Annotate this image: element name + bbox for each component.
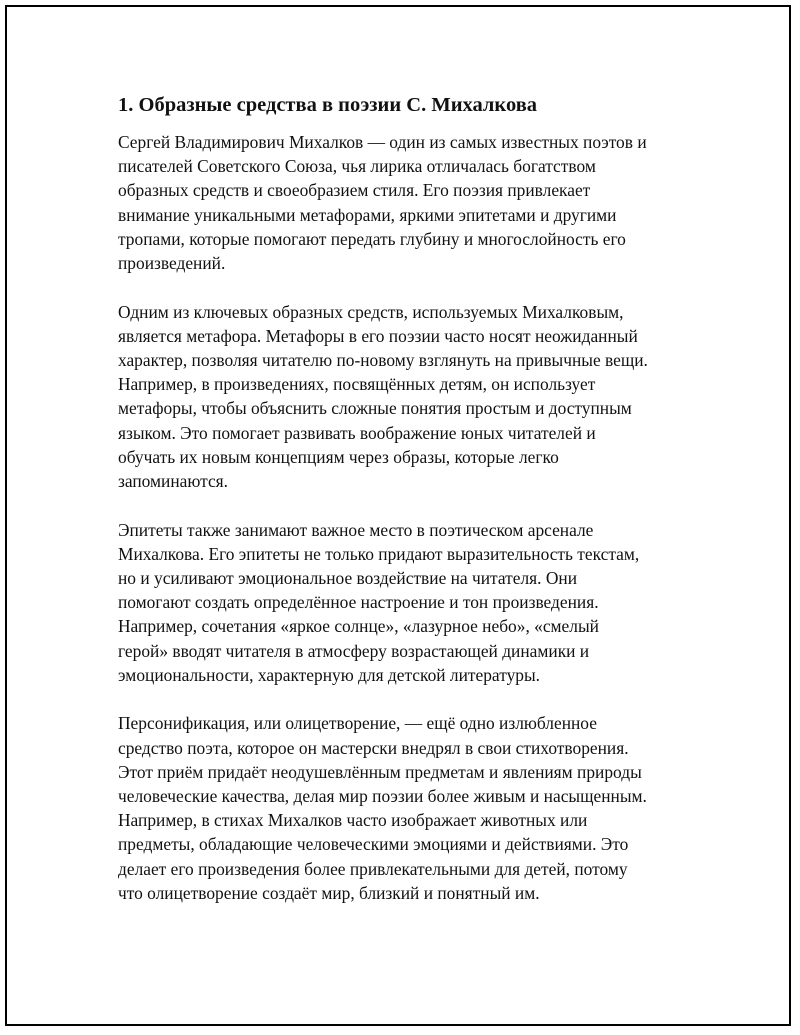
text-line: делает его произведения более привлекательными для детей, потому (118, 858, 628, 879)
text-line: обучать их новым концепциям через образы, которые легко (118, 446, 559, 467)
text-line: характер, позволяя читателю по-новому взглянуть на привычные вещи. (118, 350, 648, 371)
text-line: средство поэта, которое он мастерски внедрял в свои стихотворения. (118, 737, 629, 758)
text-line: метафоры, чтобы объяснить сложные понятия простым и доступным (118, 398, 632, 419)
text-line: Эпитеты также занимают важное место в поэтическом арсенале (118, 519, 594, 540)
paragraph-metaphor (118, 300, 698, 494)
text-line: Этот приём придаёт неодушевлённым предметам и явлениям природы (118, 761, 642, 782)
text-line: предметы, обладающие человеческими эмоциями и действиями. Это (118, 834, 629, 855)
text-line: Сергей Владимирович Михалков — один из самых известных поэтов и (118, 132, 647, 152)
text-line: Например, в стихах Михалков часто изображает животных или (118, 810, 588, 831)
paragraph-intro (118, 130, 698, 275)
text-line: произведений. (118, 253, 226, 274)
paragraph-epithets (118, 518, 698, 687)
text-line: помогают создать определённое настроение и тон произведения. (118, 592, 599, 613)
text-line: Персонификация, или олицетворение, — ещё одно излюбленное (118, 713, 597, 734)
document-body (118, 90, 698, 929)
section-title: 1. Образные средства в поэзии С. Михалкова (118, 94, 538, 116)
text-line: что олицетворение создаёт мир, близкий и понятный им. (118, 882, 540, 903)
text-line: писателей Советского Союза, чья лирика отличалась богатством (118, 156, 596, 177)
text-line: языком. Это помогает развивать воображение юных читателей и (118, 422, 596, 443)
text-line: запоминаются. (118, 471, 229, 492)
text-line: является метафора. Метафоры в его поэзии часто носят неожиданный (118, 325, 638, 346)
text-line: эмоциональности, характерную для детской литературы. (118, 664, 540, 685)
text-line: Михалкова. Его эпитеты не только придают выразительность текстам, (118, 543, 640, 564)
text-line: Например, сочетания «яркое солнце», «лазурное небо», «смелый (118, 616, 599, 637)
text-line: тропами, которые помогают передать глубину и многослойность его (118, 228, 626, 249)
text-line: герой» вводят читателя в атмосферу возрастающей динамики и (118, 640, 590, 661)
text-line: Одним из ключевых образных средств, используемых Михалковым, (118, 301, 624, 322)
text-line: человеческие качества, делая мир поэзии более живым и насыщенным. (118, 786, 647, 807)
text-line: образных средств и своеобразием стиля. Его поэзия привлекает (118, 180, 591, 201)
text-line: Например, в произведениях, посвящённых детям, он использует (118, 374, 596, 395)
text-line: но и усиливают эмоциональное воздействие на читателя. Они (118, 568, 578, 589)
text-line: внимание уникальными метафорами, яркими эпитетами и другими (118, 204, 617, 225)
paragraph-personification (118, 711, 698, 905)
